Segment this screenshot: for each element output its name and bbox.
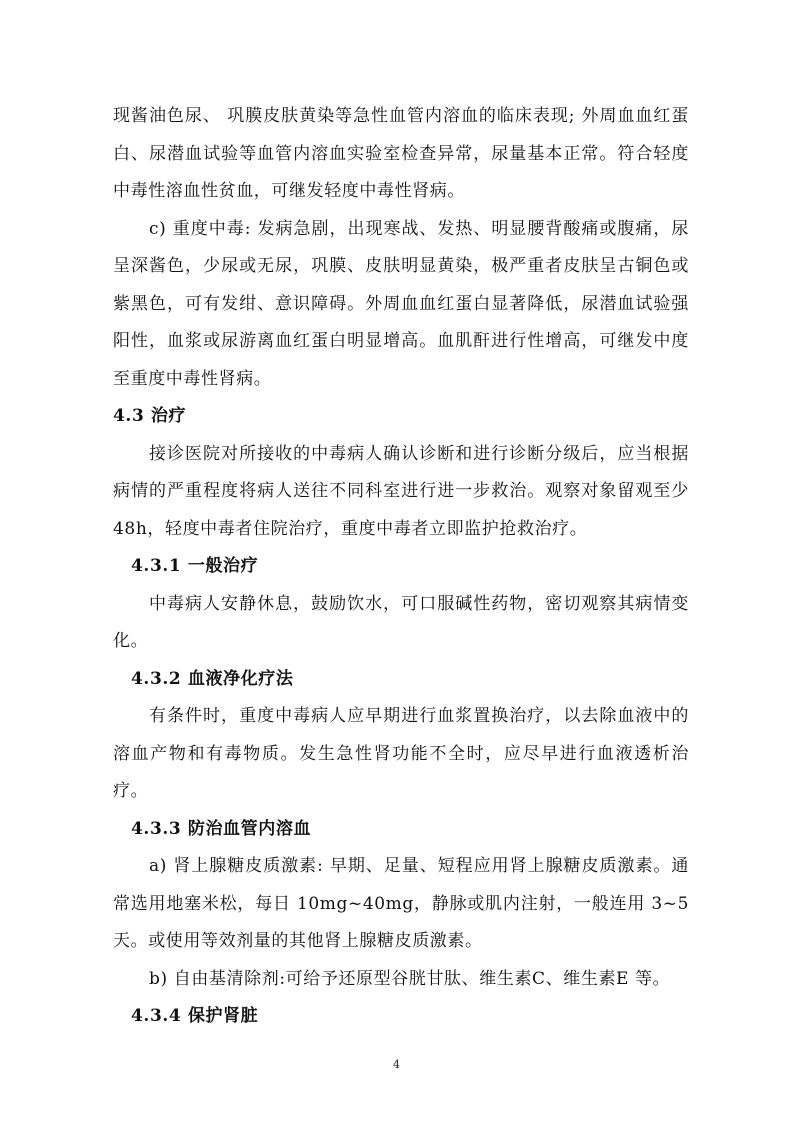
subsection-heading-hemolysis-prevention: 4.3.3 防治血管内溶血 xyxy=(131,818,312,839)
paragraph-blood-purification: 有条件时，重度中毒病人应早期进行血浆置换治疗，以去除血液中的溶血产物和有毒物质。发生急性肾功能不全时，应尽早进行血液透析治疗。 xyxy=(113,706,689,801)
paragraph-free-radical-scavengers: b) 自由基清除剂:可给予还原型谷胱甘肽、维生素C、维生素E 等。 xyxy=(149,968,671,989)
page-number: 4 xyxy=(393,1058,400,1071)
subsection-heading-kidney-protection: 4.3.4 保护肾脏 xyxy=(131,1006,259,1026)
paragraph-general-treatment: 中毒病人安静休息，鼓励饮水，可口服碱性药物，密切观察其病情变化。 xyxy=(113,593,689,651)
section-heading-treatment: 4.3 治疗 xyxy=(113,406,187,426)
document-body xyxy=(113,98,689,1036)
paragraph-hemolysis-signs: 现酱油色尿、 巩膜皮肤黄染等急性血管内溶血的临床表现; 外周血血红蛋白、尿潜血试验等血管内溶血实验室检查异常，尿量基本正常。符合轻度中毒性溶血性贫血，可继发轻度中毒性肾病。 xyxy=(113,106,689,201)
paragraph-treatment-intro: 接诊医院对所接收的中毒病人确认诊断和进行诊断分级后，应当根据病情的严重程度将病人送往不同科室进行进一步救治。观察对象留观至少 48h，轻度中毒者住院治疗，重度中毒者立即监护抢救治疗。 xyxy=(113,443,689,539)
subsection-heading-blood-purification: 4.3.2 血液净化疗法 xyxy=(131,668,294,689)
paragraph-corticosteroids: a) 肾上腺糖皮质激素: 早期、足量、短程应用肾上腺糖皮质激素。通常选用地塞米松，每日 10mg~40mg，静脉或肌内注射，一般连用 3~5 天。或使用等效剂量的其他肾上腺糖皮质激素。 xyxy=(113,856,689,951)
subsection-heading-general-treatment: 4.3.1 一般治疗 xyxy=(131,556,259,576)
paragraph-severe-poisoning: c) 重度中毒: 发病急剧，出现寒战、发热、明显腰背酸痛或腹痛，尿呈深酱色，少尿或无尿，巩膜、皮肤明显黄染，极严重者皮肤呈古铜色或紫黑色，可有发绀、意识障碍。外周血血红蛋白显著降低，尿潜血试验强阳性，血浆或尿游离血红蛋白明显增高。血肌酐进行性增高，可继发中度至重度中毒性肾病。 xyxy=(113,218,689,389)
